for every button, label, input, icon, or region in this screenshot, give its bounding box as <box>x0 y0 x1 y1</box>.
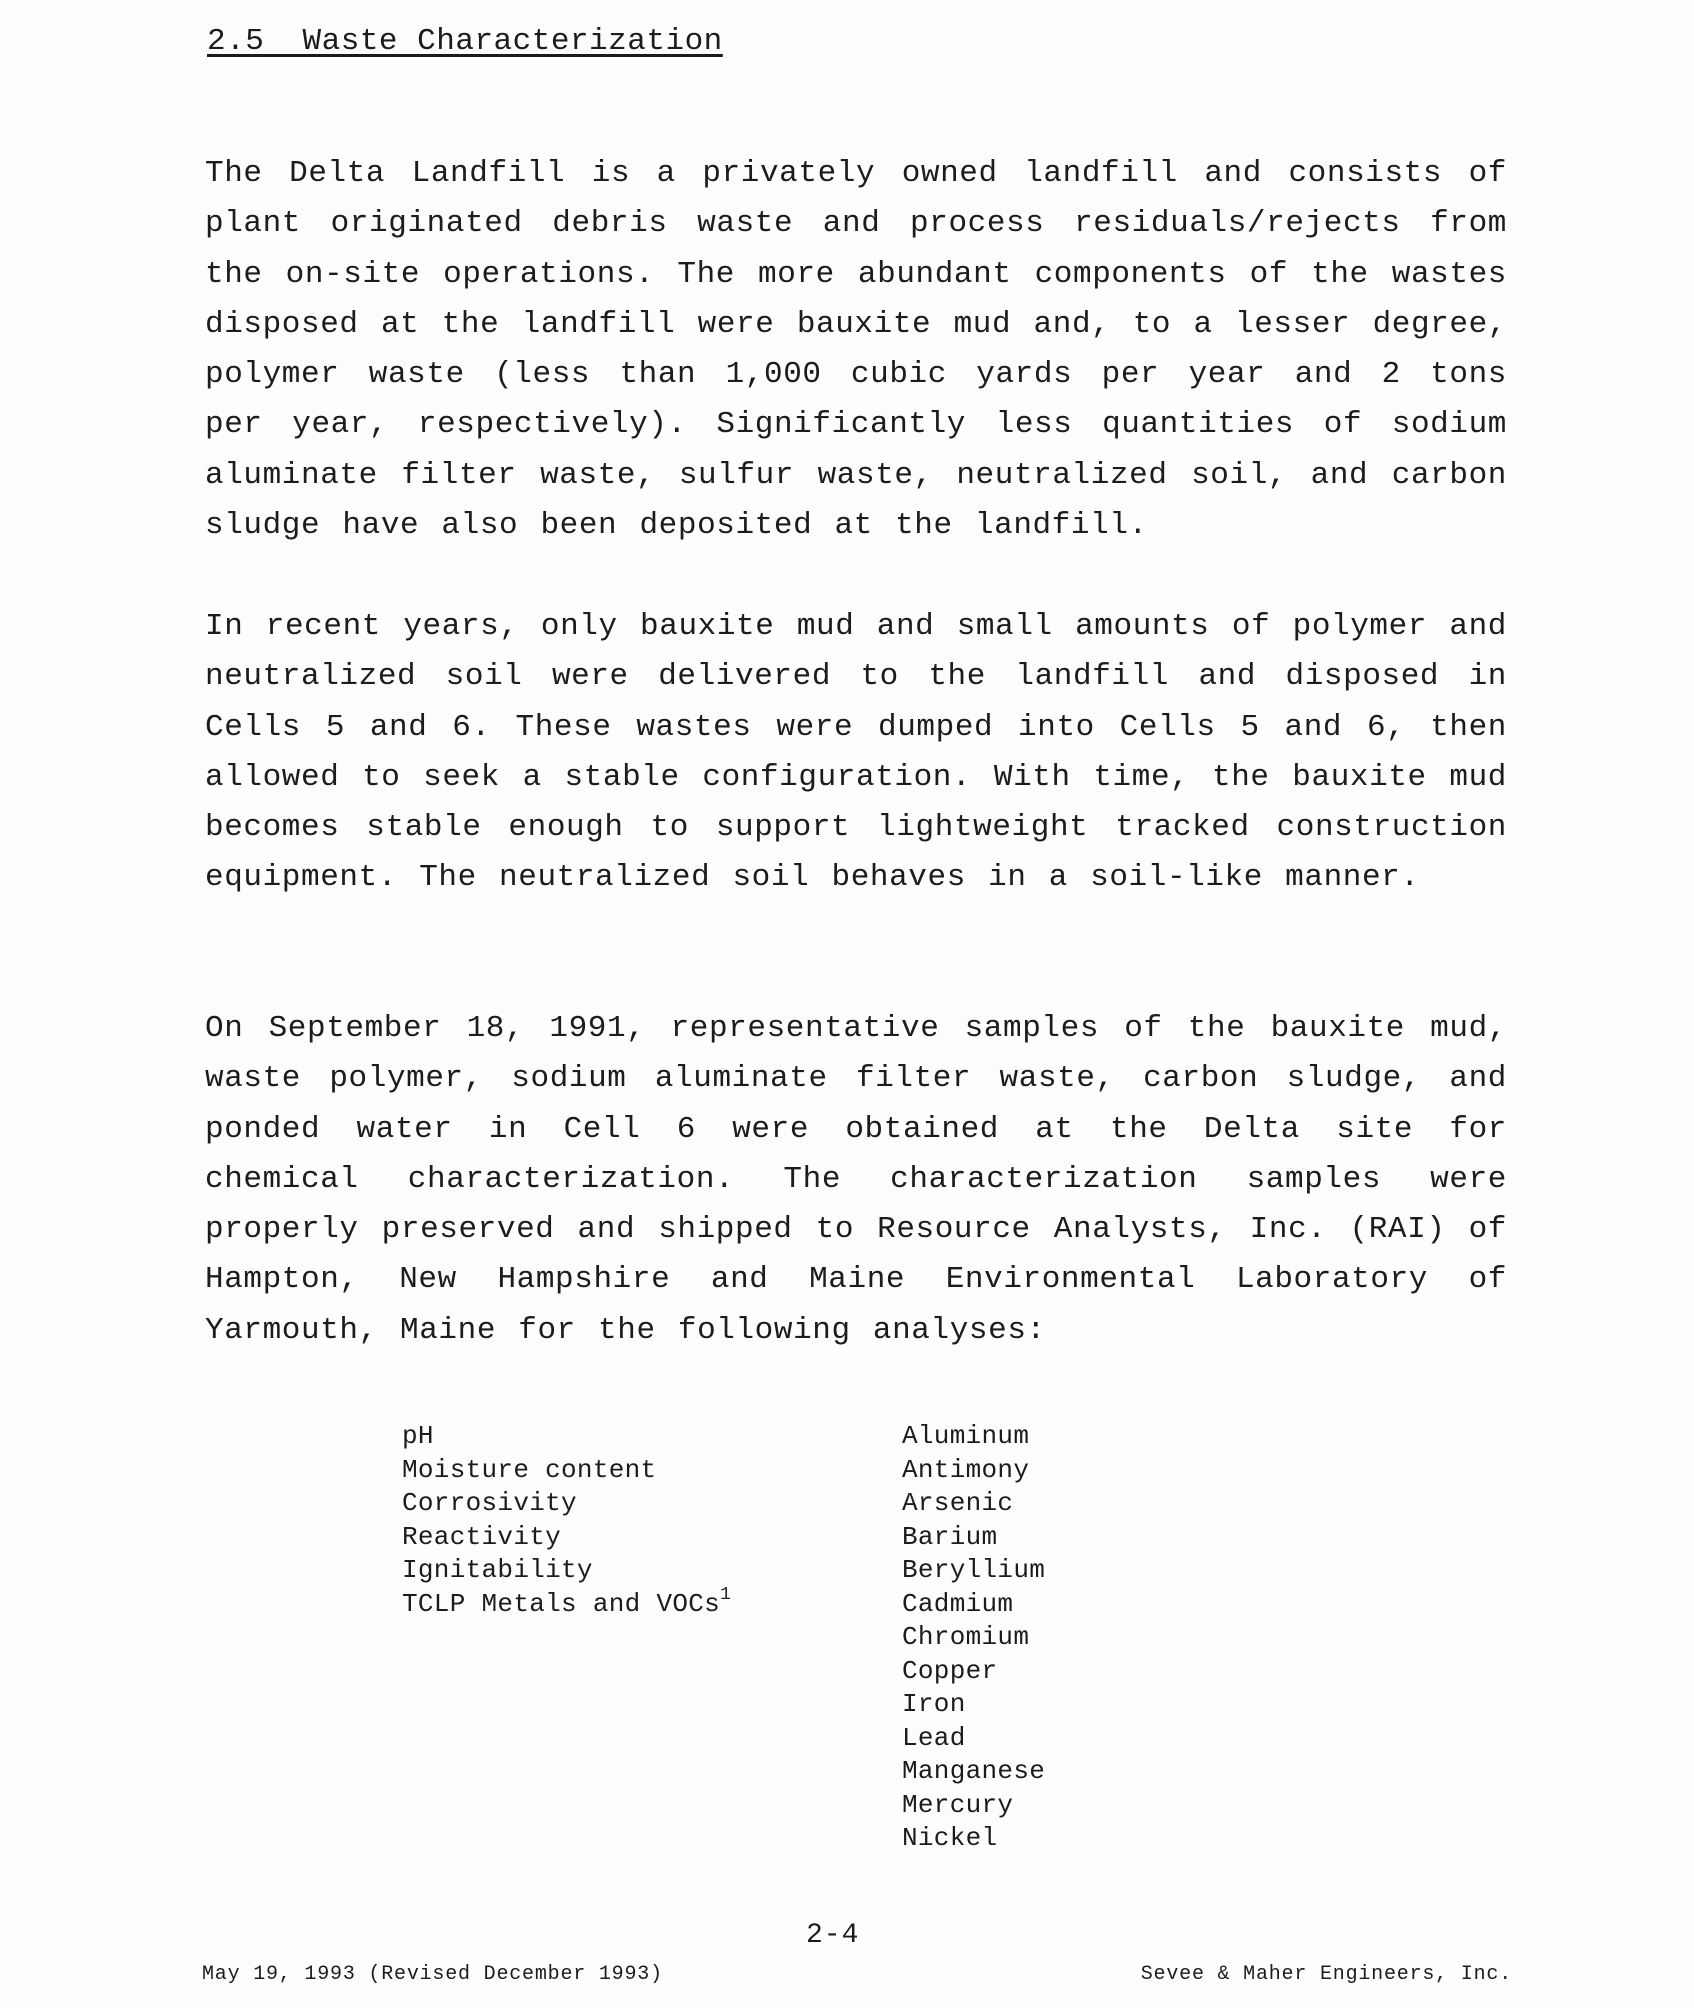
list-item: pH <box>402 1421 434 1451</box>
list-item: Moisture content <box>402 1454 657 1485</box>
list-item: Chromium <box>902 1622 1030 1652</box>
list-item: Cadmium <box>902 1588 1014 1619</box>
section-heading: 2.5 Waste Characterization <box>207 24 723 59</box>
list-item: Nickel <box>902 1823 998 1853</box>
list-item-tclp <box>402 1584 732 1622</box>
footer-company: Sevee & Maher Engineers, Inc. <box>1140 1963 1512 1986</box>
list-item: Mercury <box>902 1789 1014 1820</box>
footer-date: May 19, 1993 (Revised December 1993) <box>202 1963 663 1986</box>
page-number: 2-4 <box>806 1920 860 1951</box>
list-item: Lead <box>902 1722 966 1753</box>
list-item: Copper <box>902 1655 998 1686</box>
list-item: Reactivity <box>402 1521 562 1552</box>
list-item: Aluminum <box>902 1421 1030 1451</box>
list-item: Corrosivity <box>402 1488 577 1518</box>
list-item: Arsenic <box>902 1488 1014 1518</box>
list-item: Barium <box>902 1521 998 1552</box>
list-item: Manganese <box>902 1756 1046 1786</box>
list-item: Ignitability <box>402 1555 593 1585</box>
paragraph-sampling: On September 18, 1991, representative samples of the bauxite mud, waste polymer, sodium aluminate filter waste, carbon sludge, and ponded water in Cell 6 were obtained at the Delta site for chemical characterization. The characterization samples were properly preserved and shipped to Resource Analysts, Inc. (RAI) of Hampton, New Hampshire and Maine Environmental Laboratory of Yarmouth, Maine for the following analyses: <box>205 1011 1507 1348</box>
list-item: Iron <box>902 1689 966 1719</box>
paragraph-recent-years: In recent years, only bauxite mud and small amounts of polymer and neutralized soil were delivered to the landfill and disposed in Cells 5 and 6. These wastes were dumped into Cells 5 and 6, then allowed to seek a stable configuration. With time, the bauxite mud becomes stable enough to support lightweight tracked construction equipment. The neutralized soil behaves in a soil-like manner. <box>205 609 1507 896</box>
footnote-marker: 1 <box>720 1584 732 1605</box>
paragraph-landfill-description: The Delta Landfill is a privately owned landfill and consists of plant originated debris waste and process residuals/rejects from the on-site operations. The more abundant components of the wastes disposed at the landfill were bauxite mud and, to a lesser degree, polymer waste (less than 1,000 cubic yards per year and 2 tons per year, respectively). Significantly less quantities of sodium aluminate filter waste, sulfur waste, neutralized soil, and carbon sludge have also been deposited at the landfill. <box>205 156 1507 544</box>
list-item: Beryllium <box>902 1555 1046 1585</box>
list-item-label: TCLP Metals and VOCs <box>402 1588 721 1619</box>
list-item: Antimony <box>902 1454 1030 1485</box>
analyses-list-general <box>402 1420 731 1621</box>
analyses-list-metals <box>902 1420 1045 1856</box>
